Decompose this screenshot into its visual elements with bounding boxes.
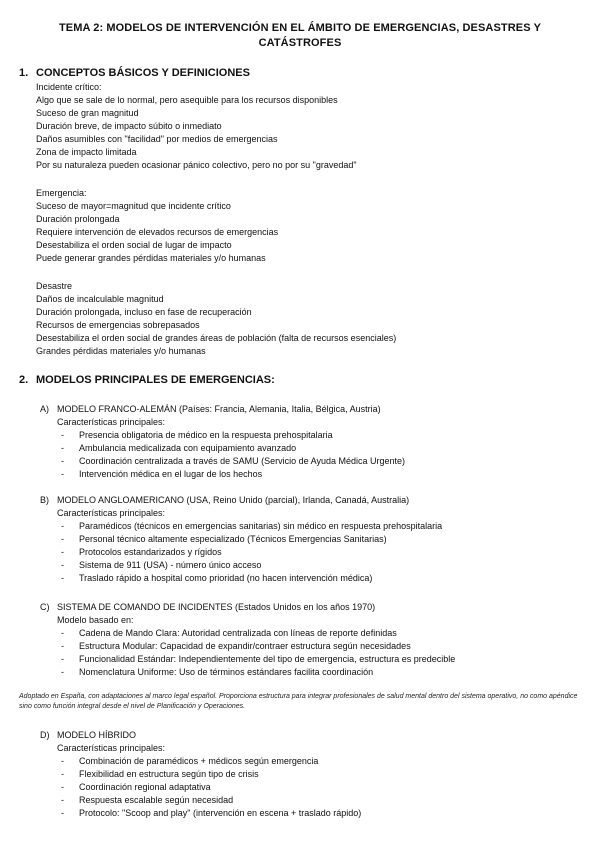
desastre-item: Daños de incalculable magnitud	[36, 294, 164, 304]
model-b-item	[61, 533, 387, 545]
desastre-item: Desestabiliza el orden social de grandes áreas de población (falta de recursos esenciales)	[36, 333, 397, 343]
bullet-text: Coordinación centralizada a través de SAMU (Servicio de Ayuda Médica Urgente)	[79, 456, 405, 466]
bullet-text: Sistema de 911 (USA) - número único acceso	[79, 560, 262, 570]
bullet-dash: -	[61, 782, 64, 792]
bullet-text: Protocolo: "Scoop and play" (intervención en escena + traslado rápido)	[79, 808, 362, 818]
bullet-dash: -	[61, 808, 64, 818]
incidente-item: Por su naturaleza pueden ocasionar pánico colectivo, pero no por su "gravedad"	[36, 160, 357, 170]
incidente-label: Incidente crítico:	[36, 82, 102, 92]
bullet-dash: -	[61, 560, 64, 570]
model-b-letter: B)	[40, 495, 49, 505]
desastre-item: Recursos de emergencias sobrepasados	[36, 320, 200, 330]
model-a-name: MODELO FRANCO-ALEMÁN (Países: Francia, Alemania, Italia, Bélgica, Austria)	[57, 404, 381, 414]
model-a-item	[61, 455, 405, 467]
model-b-heading	[40, 494, 409, 506]
section-1-heading	[19, 66, 250, 80]
model-d-letter: D)	[40, 730, 50, 740]
desastre-label: Desastre	[36, 281, 73, 291]
incidente-item: Daños asumibles con "facilidad" por medios de emergencias	[36, 134, 278, 144]
section-2-number: 2.	[19, 374, 29, 386]
adoption-note: Adoptado en España, con adaptaciones al marco legal español. Proporciona estructura para integrar profesionales de salud mental dentro del sistema operativo, no como apéndice sino como función integral desde el nivel de Planificación y Operaciones.	[19, 693, 578, 710]
bullet-dash: -	[61, 654, 64, 664]
emergencia-item: Desestabiliza el orden social de lugar de impacto	[36, 240, 232, 250]
desastre-item: Grandes pérdidas materiales y/o humanas	[36, 346, 206, 356]
model-c-item	[61, 627, 397, 639]
incidente-item: Duración breve, de impacto súbito o inmediato	[36, 121, 222, 131]
model-d-heading	[40, 729, 136, 741]
section-1-number: 1.	[19, 67, 29, 79]
bullet-text: Respuesta escalable según necesidad	[79, 795, 234, 805]
bullet-dash: -	[61, 430, 64, 440]
model-d-item	[61, 755, 318, 767]
page-title: TEMA 2: MODELOS DE INTERVENCIÓN EN EL ÁMBITO DE EMERGENCIAS, DESASTRES Y CATÁSTROFES	[58, 22, 542, 49]
model-d-item	[61, 781, 211, 793]
bullet-text: Traslado rápido a hospital como prioridad (no hacen intervención médica)	[79, 573, 373, 583]
model-a-item	[61, 429, 333, 441]
model-c-intro: Modelo basado en:	[57, 615, 134, 625]
bullet-text: Nomenclatura Uniforme: Uso de términos estándares facilita coordinación	[79, 667, 374, 677]
bullet-dash: -	[61, 456, 64, 466]
model-c-letter: C)	[40, 602, 50, 612]
bullet-text: Coordinación regional adaptativa	[79, 782, 211, 792]
bullet-text: Protocolos estandarizados y rígidos	[79, 547, 222, 557]
bullet-dash: -	[61, 573, 64, 583]
emergencia-label: Emergencia:	[36, 188, 87, 198]
bullet-text: Personal técnico altamente especializado (Técnicos Emergencias Sanitarias)	[79, 534, 387, 544]
bullet-text: Ambulancia medicalizada con equipamiento avanzado	[79, 443, 297, 453]
bullet-text: Combinación de paramédicos + médicos según emergencia	[79, 756, 319, 766]
model-b-name: MODELO ANGLOAMERICANO (USA, Reino Unido (parcial), Irlanda, Canadá, Australia)	[57, 495, 410, 505]
emergencia-item: Puede generar grandes pérdidas materiales y/o humanas	[36, 253, 266, 263]
model-b-intro: Características principales:	[57, 508, 166, 518]
model-b-item	[61, 546, 222, 558]
bullet-text: Funcionalidad Estándar: Independientemente del tipo de emergencia, estructura es predecible	[79, 654, 456, 664]
bullet-dash: -	[61, 795, 64, 805]
emergencia-item: Requiere intervención de elevados recursos de emergencias	[36, 227, 279, 237]
emergencia-item: Suceso de mayor=magnitud que incidente crítico	[36, 201, 231, 211]
model-c-name: SISTEMA DE COMANDO DE INCIDENTES (Estados Unidos en los años 1970)	[57, 602, 376, 612]
model-d-item	[61, 794, 233, 806]
model-a-letter: A)	[40, 404, 49, 414]
model-c-item	[61, 653, 455, 665]
bullet-dash: -	[61, 534, 64, 544]
model-b-item	[61, 559, 261, 571]
bullet-dash: -	[61, 469, 64, 479]
model-a-heading	[40, 403, 381, 415]
bullet-dash: -	[61, 756, 64, 766]
model-b-item	[61, 572, 372, 584]
bullet-text: Paramédicos (técnicos en emergencias sanitarias) sin médico en respuesta prehospitalaria	[79, 521, 443, 531]
desastre-item: Duración prolongada, incluso en fase de recuperación	[36, 307, 252, 317]
section-2-title: MODELOS PRINCIPALES DE EMERGENCIAS:	[36, 374, 275, 386]
model-a-item	[61, 442, 296, 454]
section-2-heading	[19, 373, 275, 387]
model-c-item	[61, 640, 411, 652]
bullet-dash: -	[61, 547, 64, 557]
model-d-name: MODELO HÍBRIDO	[57, 730, 137, 740]
model-c-heading	[40, 601, 375, 613]
bullet-text: Intervención médica en el lugar de los hechos	[79, 469, 263, 479]
bullet-dash: -	[61, 443, 64, 453]
bullet-text: Flexibilidad en estructura según tipo de crisis	[79, 769, 259, 779]
bullet-text: Estructura Modular: Capacidad de expandir/contraer estructura según necesidades	[79, 641, 411, 651]
bullet-text: Cadena de Mando Clara: Autoridad centralizada con líneas de reporte definidas	[79, 628, 397, 638]
incidente-item: Algo que se sale de lo normal, pero asequible para los recursos disponibles	[36, 95, 338, 105]
bullet-dash: -	[61, 667, 64, 677]
bullet-dash: -	[61, 628, 64, 638]
model-b-item	[61, 520, 442, 532]
model-d-intro: Características principales:	[57, 743, 166, 753]
section-1-title: CONCEPTOS BÁSICOS Y DEFINICIONES	[36, 67, 250, 79]
model-d-item	[61, 768, 259, 780]
incidente-item: Zona de impacto limitada	[36, 147, 137, 157]
bullet-dash: -	[61, 769, 64, 779]
bullet-text: Presencia obligatoria de médico en la respuesta prehospitalaria	[79, 430, 333, 440]
bullet-dash: -	[61, 641, 64, 651]
bullet-dash: -	[61, 521, 64, 531]
emergencia-item: Duración prolongada	[36, 214, 120, 224]
incidente-item: Suceso de gran magnitud	[36, 108, 139, 118]
model-c-item	[61, 666, 373, 678]
model-a-intro: Características principales:	[57, 417, 166, 427]
model-d-item	[61, 807, 361, 819]
model-a-item	[61, 468, 262, 480]
